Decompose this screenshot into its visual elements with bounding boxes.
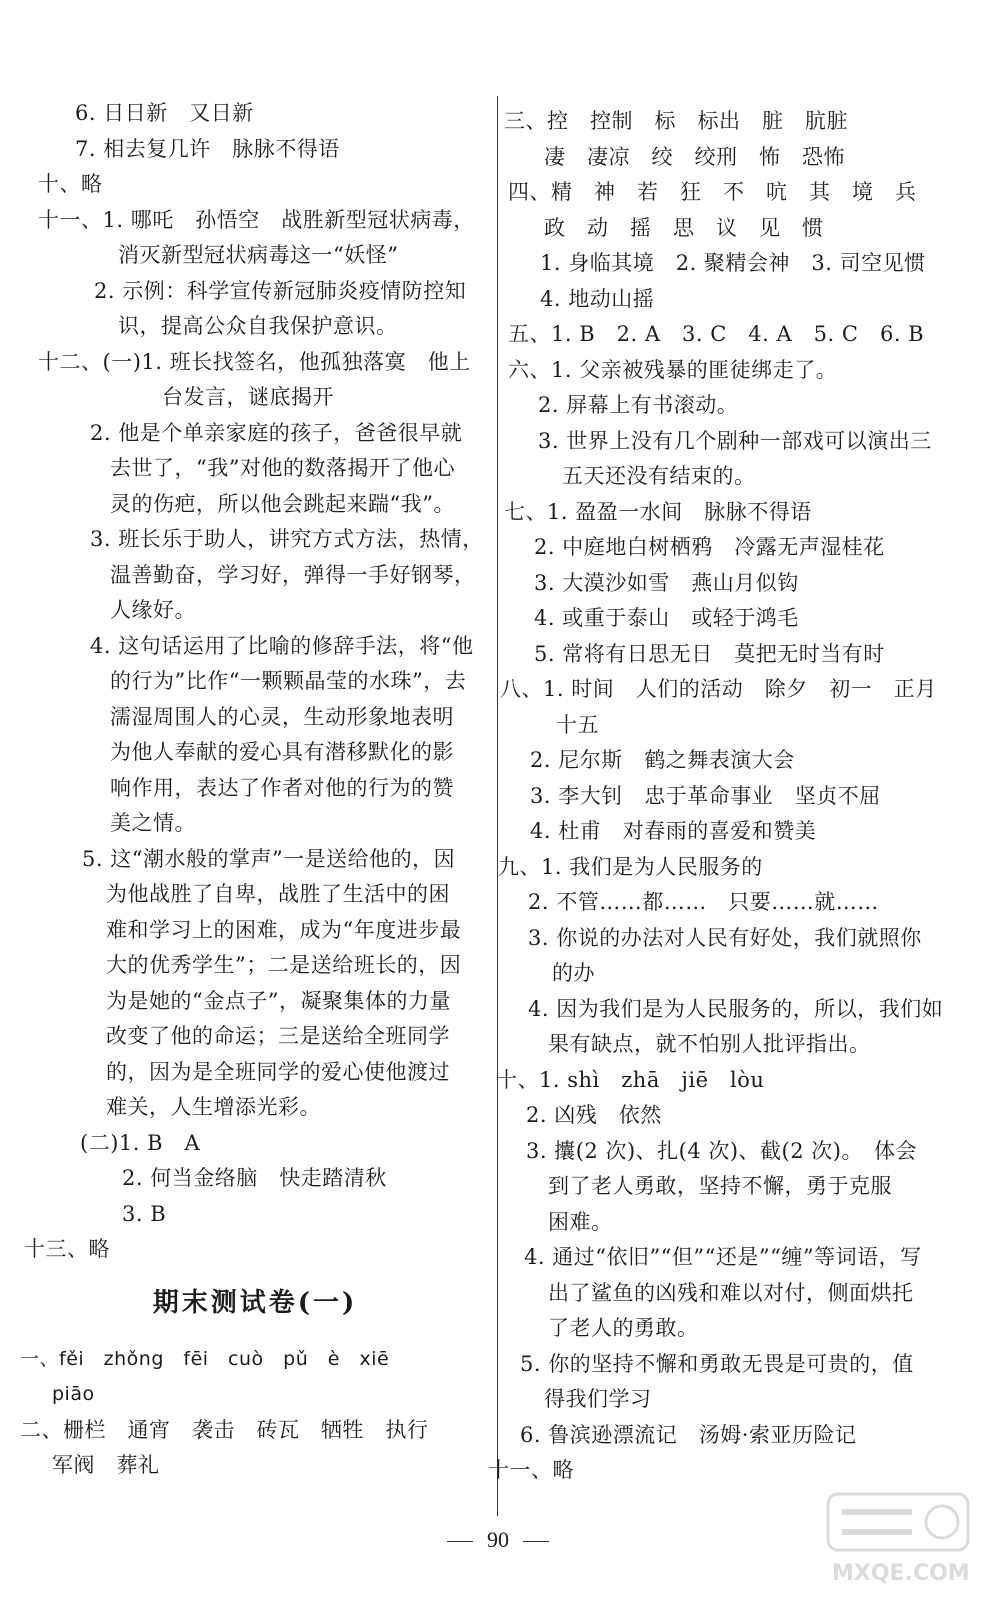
- answer-line: 识，提高公众自我保护意识。: [118, 314, 398, 338]
- answer-line: 凄 凄凉 绞 绞刑 怖 恐怖: [544, 144, 845, 169]
- exam-answer-lines: [20, 1342, 490, 1484]
- answer-line: 二、栅栏 通宵 袭击 砖瓦 牺牲 执行: [20, 1417, 429, 1442]
- answer-line: 人缘好。: [110, 598, 196, 622]
- answer-line: 2. 屏幕上有书滚动。: [538, 393, 739, 417]
- answer-line: 的，因为是全班同学的爱心使他渡过: [106, 1059, 450, 1084]
- right-answer-lines: [488, 104, 974, 1489]
- answer-line: 改变了他的命运；三是送给全班同学: [106, 1024, 450, 1048]
- answer-line: 果有缺点，就不怕别人批评指出。: [548, 1032, 871, 1056]
- answer-line: 美之情。: [110, 811, 196, 835]
- answer-line: 去世了，“我”对他的数落揭开了他心: [110, 456, 455, 480]
- svg-text:MXQE.COM: MXQE.COM: [832, 1561, 970, 1586]
- answer-line: 十一、略: [488, 1458, 574, 1482]
- answer-line: 4. 这句话运用了比喻的修辞手法，将“他: [90, 633, 474, 658]
- watermark-logo: [824, 1488, 974, 1588]
- answer-line: 十五: [556, 712, 599, 737]
- answer-line: 濡湿周围人的心灵，生动形象地表明: [110, 704, 454, 729]
- answer-line: 2. 不管……都…… 只要……就……: [528, 890, 879, 914]
- answer-line: 七、1. 盈盈一水间 脉脉不得语: [504, 499, 812, 524]
- answer-line: 难关，人生增添光彩。: [106, 1095, 321, 1119]
- page-number-value: 90: [487, 1527, 509, 1552]
- answer-line: 消灭新型冠状病毒这一“妖怪”: [118, 243, 399, 267]
- answer-line: 3. 班长乐于助人，讲究方式方法，热情，: [90, 527, 484, 551]
- answer-line: 五、1. B 2. A 3. C 4. A 5. C 6. B: [508, 322, 925, 346]
- answer-line: 了老人的勇敢。: [548, 1316, 699, 1340]
- answer-line: 5. 这“潮水般的掌声”一是送给他的，因: [82, 846, 456, 871]
- answer-line: 2. 他是个单亲家庭的孩子，爸爸很早就: [90, 420, 463, 445]
- right-column: [488, 104, 974, 1489]
- exam-title: 期末测试卷(一): [152, 1287, 358, 1318]
- answer-line: piāo: [52, 1383, 95, 1405]
- page-number-dash-right: [523, 1541, 549, 1542]
- answer-line: 温善勤奋，学习好，弹得一手好钢琴，: [110, 562, 476, 587]
- answer-line: 3. B: [122, 1201, 167, 1226]
- answer-line: 5. 你的坚持不懈和勇敢无畏是可贵的，值: [520, 1351, 914, 1376]
- answer-line: 为他战胜了自卑，战胜了生活中的困: [106, 882, 450, 906]
- answer-line: 的行为”比作“一颗颗晶莹的水珠”，去: [110, 669, 467, 693]
- answer-line: 五天还没有结束的。: [562, 464, 756, 488]
- answer-line: 十一、1. 哪吒 孙悟空 战胜新型冠状病毒，: [38, 207, 475, 232]
- answer-line: 为是她的“金点子”，凝聚集体的力量: [106, 988, 451, 1013]
- answer-line: 响作用，表达了作者对他的行为的赞: [110, 775, 454, 800]
- answer-line: 3. 世界上没有几个剧种一部戏可以演出三: [538, 428, 932, 453]
- answer-line: 政 动 摇 思 议 见 惯: [544, 215, 824, 240]
- answer-line: 2. 尼尔斯 鹤之舞表演大会: [530, 748, 795, 772]
- answer-line: 2. 示例：科学宣传新冠肺炎疫情防控知: [94, 278, 467, 303]
- answer-line: 困难。: [548, 1209, 613, 1234]
- answer-line: 十、略: [38, 172, 103, 196]
- answer-line: 4. 或重于泰山 或轻于鸿毛: [534, 606, 799, 630]
- answer-line: 7. 相去复几许 脉脉不得语: [75, 136, 340, 161]
- answer-line: 2. 中庭地白树栖鸦 冷露无声湿桂花: [534, 535, 885, 559]
- answer-line: 得我们学习: [544, 1387, 652, 1411]
- answer-line: 十二、(一)1. 班长找签名，他孤独落寞 他上: [38, 349, 471, 374]
- answer-line: 十、1. shì zhā jiē lòu: [496, 1067, 765, 1092]
- answer-line: 3. 攮(2 次)、扎(4 次)、截(2 次)。 体会: [526, 1138, 917, 1163]
- answer-line: 大的优秀学生”；二是送给班长的，因: [106, 953, 462, 977]
- answer-line: 军阀 葬礼: [52, 1453, 160, 1477]
- answer-line: 一、fěi zhǒng fēi cuò pǔ è xiē: [20, 1347, 390, 1370]
- left-answer-lines: [20, 96, 490, 1268]
- answer-line: 出了鲨鱼的凶残和难以对付，侧面烘托: [548, 1280, 914, 1305]
- answer-line: 6. 鲁滨逊漂流记 汤姆·索亚历险记: [520, 1422, 857, 1447]
- answer-line: (二)1. B A: [80, 1130, 201, 1155]
- answer-line: 4. 通过“依旧”“但”“还是”“缠”等词语，写: [524, 1245, 922, 1269]
- answer-line: 四、精 神 若 狂 不 吭 其 境 兵: [508, 180, 917, 204]
- answer-line: 2. 何当金络脑 快走踏清秋: [122, 1166, 387, 1190]
- answer-line: 4. 因为我们是为人民服务的，所以，我们如: [528, 996, 944, 1021]
- answer-line: 十三、略: [24, 1237, 110, 1261]
- answer-line: 1. 身临其境 2. 聚精会神 3. 司空见惯: [540, 251, 926, 275]
- column-divider: [497, 96, 498, 1516]
- answer-line: 六、1. 父亲被残暴的匪徒绑走了。: [508, 357, 838, 382]
- left-column: [20, 96, 490, 1484]
- answer-line: 为他人奉献的爱心具有潜移默化的影: [110, 740, 454, 764]
- answer-line: 三、控 控制 标 标出 脏 肮脏: [504, 109, 848, 133]
- answer-line: 台发言，谜底揭开: [162, 385, 334, 409]
- answer-line: 5. 常将有日思无日 莫把无时当有时: [534, 641, 885, 666]
- answer-line: 的办: [552, 961, 595, 985]
- answer-line: 6. 日日新 又日新: [75, 101, 254, 125]
- answer-line: 3. 大漠沙如雪 燕山月似钩: [534, 570, 799, 595]
- answer-line: 九、1. 我们是为人民服务的: [498, 854, 763, 879]
- answer-line: 到了老人勇敢，坚持不懈，勇于克服: [548, 1174, 892, 1198]
- answer-line: 4. 地动山摇: [540, 286, 655, 311]
- answer-line: 八、1. 时间 人们的活动 除夕 初一 正月: [500, 677, 937, 701]
- answer-line: 2. 凶残 依然: [526, 1103, 662, 1127]
- answer-line: 灵的伤疤，所以他会跳起来踹“我”。: [110, 491, 455, 516]
- answer-line: 3. 你说的办法对人民有好处，我们就照你: [528, 925, 922, 950]
- answer-line: 4. 杜甫 对春雨的喜爱和赞美: [530, 819, 817, 843]
- page-number-dash-left: [447, 1541, 473, 1542]
- answer-line: 难和学习上的困难，成为“年度进步最: [106, 917, 462, 942]
- answer-line: 3. 李大钊 忠于革命事业 坚贞不屈: [530, 783, 881, 808]
